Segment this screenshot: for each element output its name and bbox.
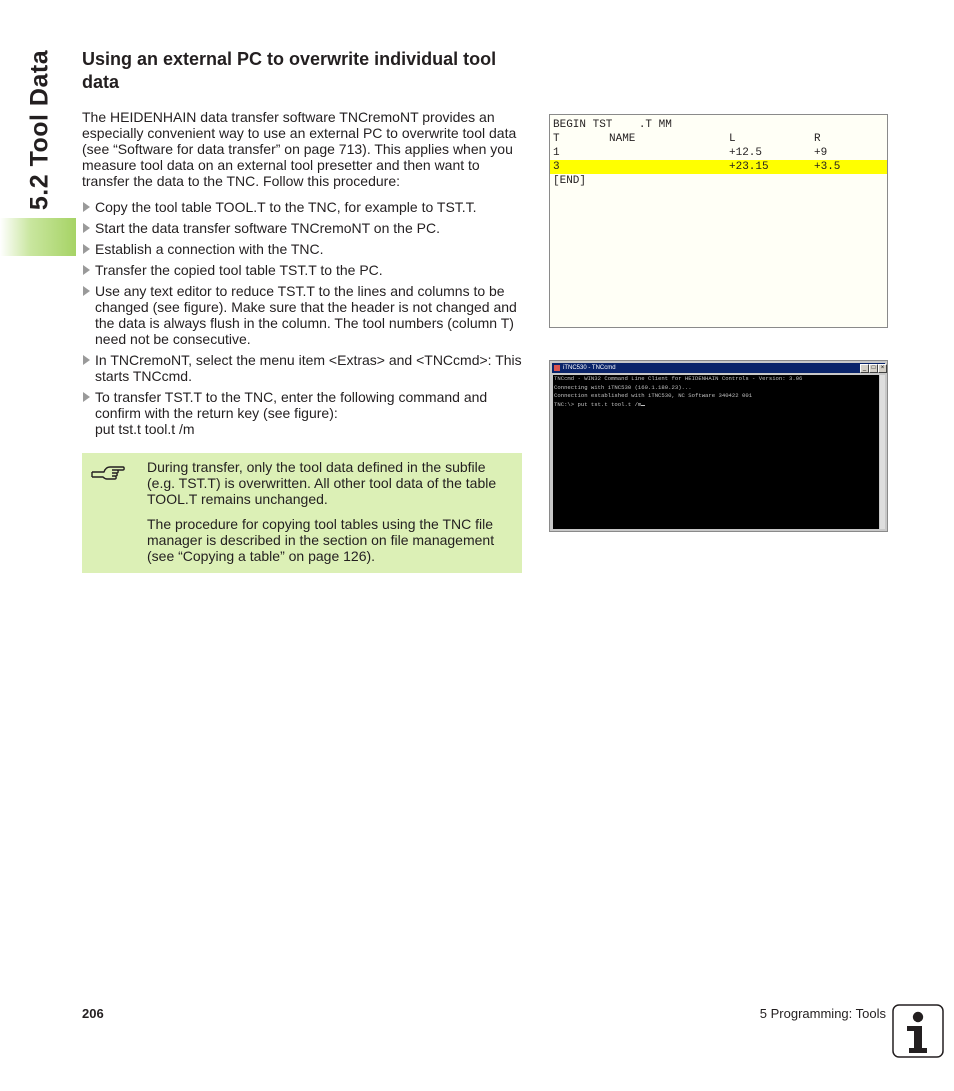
header-t: T (553, 133, 560, 145)
command-text: put tst.t tool.t /m (95, 421, 195, 437)
step-text: Establish a connection with the TNC. (95, 241, 324, 257)
note-paragraph: The procedure for copying tool tables using the TNC file manager is described in the section on file management (see “Copying a table” on page 126). (147, 516, 495, 564)
console-command: TNC:\> put tst.t tool.t /m (554, 400, 642, 408)
cell-r: +9 (814, 147, 828, 159)
cell-t: 1 (553, 147, 560, 159)
step-item (82, 199, 524, 215)
step-text: Start the data transfer software TNCremoNT on the PC. (95, 220, 440, 236)
console-window-figure (549, 360, 888, 532)
app-icon (554, 365, 560, 371)
table-row (550, 146, 887, 160)
page-number: 206 (82, 1006, 104, 1021)
console-line: Connection established with iTNC530, NC Software 340422 001 (554, 392, 753, 399)
table-end-text: [END] (553, 175, 587, 187)
console-output[interactable] (553, 375, 879, 529)
intro-paragraph: The HEIDENHAIN data transfer software TNCremoNT provides an especially convenient way to use an external PC to overwrite tool data (see “Software for data transfer” on page 713). This applies when you measure tool data on an external tool presetter and then want to transfer the data to the TNC. Follow this procedure: (82, 109, 517, 189)
window-title: iTNC530 - TNCcmd (563, 365, 616, 371)
table-begin-line (550, 118, 887, 132)
pointing-hand-icon (90, 463, 126, 489)
cell-l: +12.5 (729, 147, 763, 159)
close-icon[interactable]: × (878, 364, 887, 373)
step-text: To transfer TST.T to the TNC, enter the following command and confirm with the return key (see figure): (95, 389, 488, 421)
header-name: NAME (609, 133, 636, 145)
section-title-text: 5.2 Tool Data (25, 49, 54, 211)
step-item (82, 241, 524, 257)
step-item (82, 283, 524, 347)
arrow-bullet-icon (83, 265, 90, 275)
table-end-line (550, 174, 887, 188)
chapter-title: 5 Programming: Tools (759, 1006, 886, 1021)
minimize-icon[interactable]: _ (860, 364, 869, 373)
console-prompt-line (553, 401, 879, 410)
arrow-bullet-icon (83, 244, 90, 254)
vertical-scrollbar[interactable] (880, 375, 885, 529)
note-paragraph: During transfer, only the tool data defined in the subfile (e.g. TST.T) is overwritten. All other tool data of the table TOOL.T remains unchanged. (147, 459, 497, 507)
arrow-bullet-icon (83, 223, 90, 233)
step-item (82, 389, 524, 437)
table-begin-text: BEGIN TST .T MM (553, 119, 672, 131)
step-text: In TNCremoNT, select the menu item <Extras> and <TNCcmd>: This starts TNCcmd. (95, 352, 522, 384)
header-r: R (814, 133, 821, 145)
table-header-row (550, 132, 887, 146)
section-side-title (20, 40, 60, 220)
section-tab-marker (0, 218, 76, 256)
page-heading: Using an external PC to overwrite individual tool data (82, 49, 497, 92)
maximize-icon[interactable]: □ (869, 364, 878, 373)
step-item (82, 262, 524, 278)
note-box (82, 453, 522, 573)
step-text: Transfer the copied tool table TST.T to the PC. (95, 262, 383, 278)
console-line: TNCcmd - WIN32 Command Line Client for HEIDENHAIN Controls - Version: 3.06 (554, 375, 803, 382)
console-line: Connecting with iTNC530 (160.1.180.23)... (554, 383, 692, 391)
arrow-bullet-icon (83, 286, 90, 296)
window-titlebar (552, 363, 885, 373)
step-item (82, 352, 524, 384)
cell-r: +3.5 (814, 161, 841, 173)
arrow-bullet-icon (83, 202, 90, 212)
arrow-bullet-icon (83, 392, 90, 402)
cell-t: 3 (553, 161, 560, 173)
step-item (82, 220, 524, 236)
step-text: Copy the tool table TOOL.T to the TNC, for example to TST.T. (95, 199, 477, 215)
text-cursor (641, 405, 645, 406)
arrow-bullet-icon (83, 355, 90, 365)
cell-l: +23.15 (729, 161, 769, 173)
header-l: L (729, 133, 736, 145)
procedure-steps (82, 199, 524, 442)
tool-table-figure (549, 114, 888, 328)
info-icon (892, 1004, 944, 1058)
table-row-highlighted (550, 160, 887, 174)
step-text: Use any text editor to reduce TST.T to the lines and columns to be changed (see figure). Make sure that the header is not changed and the data is always flush in the column. The tool numbers (column T) need not be consecutive. (95, 283, 517, 347)
